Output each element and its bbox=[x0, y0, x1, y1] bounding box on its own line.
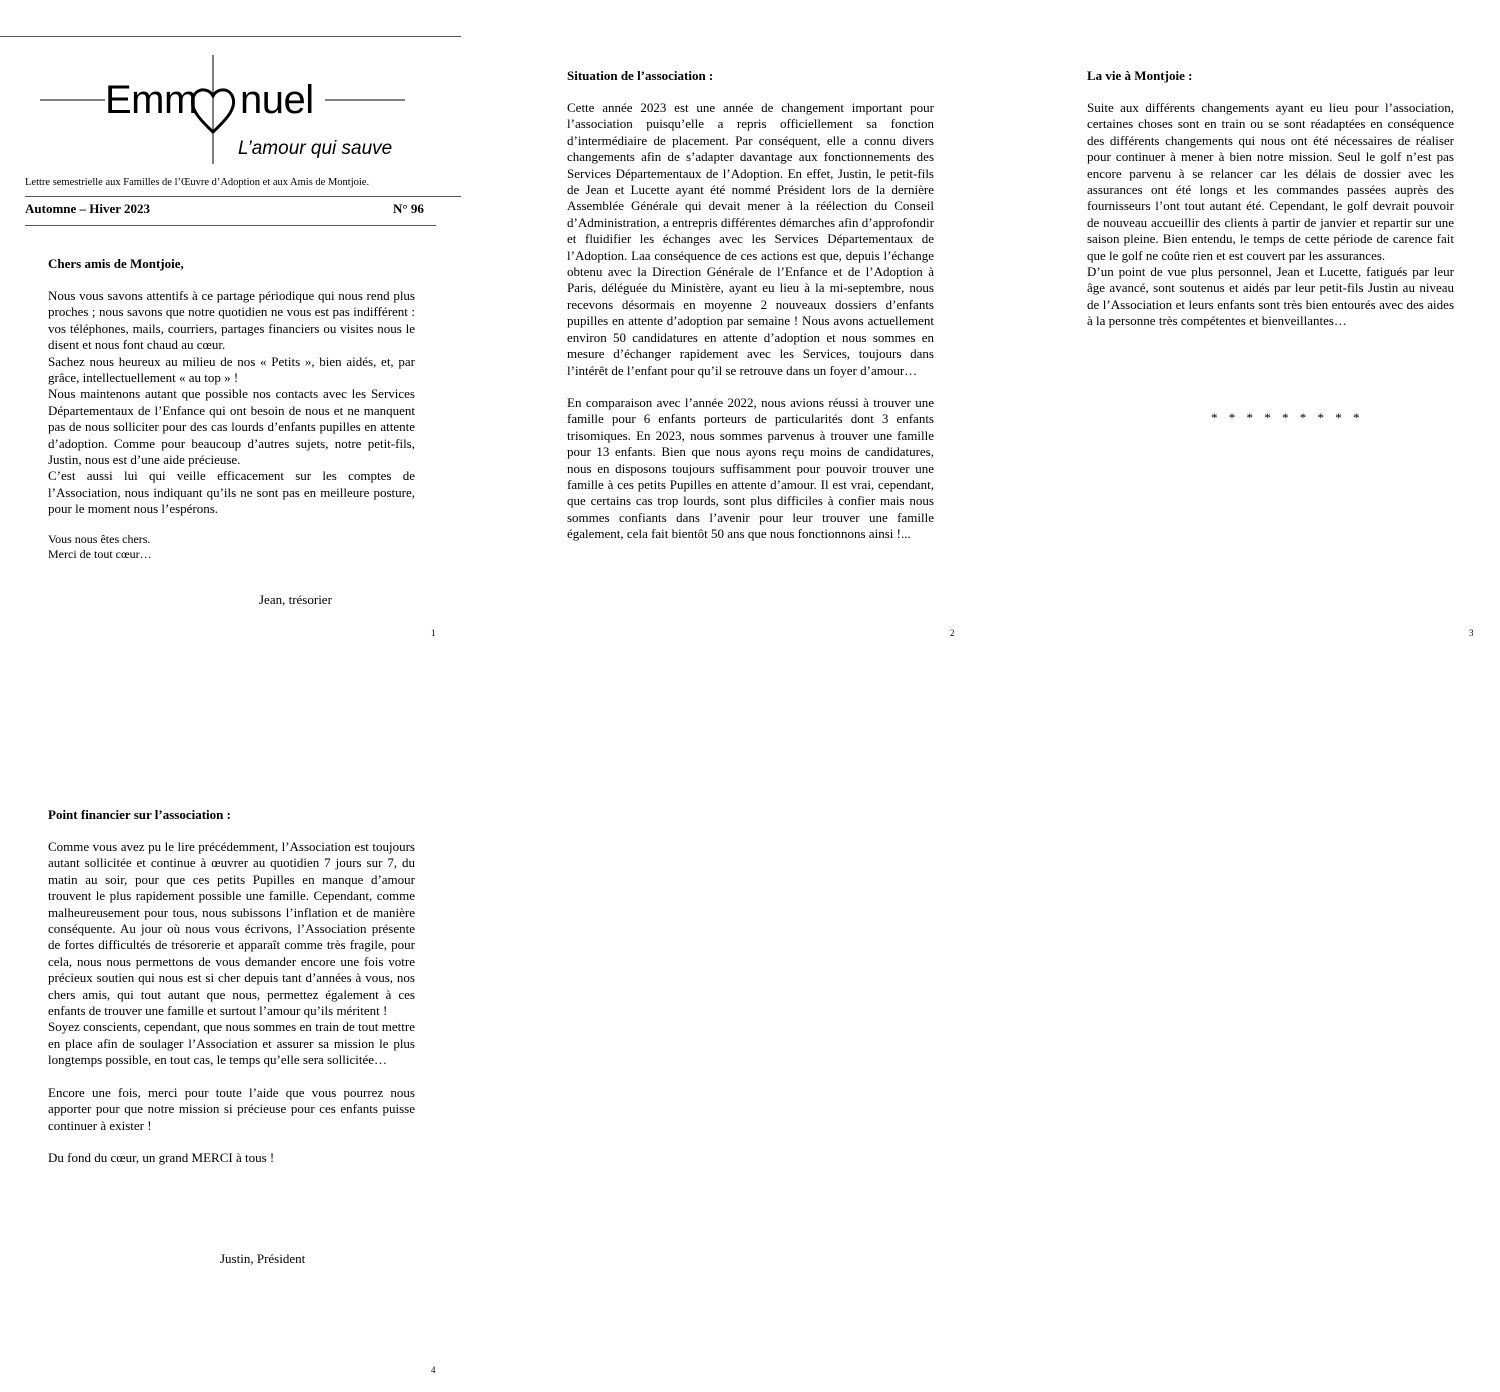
section-separator: * * * * * * * * * bbox=[1211, 410, 1364, 425]
svg-text:nuel: nuel bbox=[240, 78, 314, 122]
page-number: 2 bbox=[950, 628, 955, 638]
paragraph: Suite aux différents changements ayant eu lieu pour l’association, certaines choses sont en train ou se sont réadaptées en conséquence des différents changements qui nous ont été nécessaires de réaliser pour continuer à mener à bien notre mission. Seul le golf n’est pas encore parvenu à se relancer car les délais de dossier avec les assurances ont été longs et les commandes passées auprès des fournisseurs l’ont tout autant été. Cependant, le golf devrait pouvoir de nouveau accueillir des clients à partir de janvier et repartir sur une saison pleine. Bien entendu, le temps de cette période de carence fait que le golf ne coûte rien et est couvert par les assurances. bbox=[1087, 100, 1454, 263]
paragraph: Cette année 2023 est une année de changement important pour l’association puisqu’elle a repris officiellement sa fonction d’intermédiaire de placement. Par conséquent, elle a connu divers changements afin de s’adapter davantage aux fonctionnements des Services Départementaux de l’Adoption. En effet, Justin, le petit-fils de Jean et Lucette ayant été nommé Président lors de la dernière Assemblée Générale qui devait mener à la réélection du Conseil d’Administration, a entrepris différentes démarches afin d’approfondir et fluidifier les échanges avec les Services Départementaux de l’Adoption. Laa conséquence de ces actions est que, depuis l’échange obtenu avec la Direction Générale de l’Enfance et de l’Adoption à Paris, déléguée du Ministère, ayant eu lieu à la mi-septembre, nous recevons désormais en moyenne 2 nouveaux dossiers d’enfants pupilles en attente d’adoption par semaine ! Nous avons actuellement environ 50 candidatures en attente d’adoption et nous sommes en mesure d’échanger rapidement avec les Services, toujours dans l’intérêt de l’enfant pour qu’il se retrouve dans un foyer d’amour… bbox=[567, 100, 934, 378]
page-number: 4 bbox=[431, 1365, 436, 1375]
paragraph: Comme vous avez pu le lire précédemment, l’Association est toujours autant sollicitée et continue à œuvrer au quotidien 7 jours sur 7, du matin au soir, pour que ces petits Pupilles en manque d’amour trouvent le plus rapidement possible une famille. Cependant, comme malheureusement pour tous, nous subissons l’inflation et de manière conséquente. Au jour où nous vous écrivons, l’Association présente de fortes difficultés de trésorerie et apparaît comme très fragile, pour cela, nous nous permettons de vous demander encore une fois votre précieux soutien qui nous est si cher depuis tant d’années à vous, nos chers amis, qui tout autant que nous, permettez également à ces enfants de trouver une famille et surtout l’amour qu’ils méritent ! bbox=[48, 839, 415, 1019]
paragraph: Nous maintenons autant que possible nos contacts avec les Services Départementaux de l’Enfance qui ont besoin de nous et ne manquent pas de nous solliciter pour des cas lourds d’enfants pupilles en attente d’adoption. Comme pour beaucoup d’autres sujets, notre petit-fils, Justin, nous est d’une aide précieuse. bbox=[48, 386, 415, 468]
divider bbox=[25, 225, 436, 226]
page-3-montjoie bbox=[1087, 68, 1454, 330]
edition-label: Automne – Hiver 2023 bbox=[25, 201, 151, 216]
masthead-top-rule bbox=[0, 36, 461, 37]
signature: Jean, trésorier bbox=[259, 592, 332, 607]
page-2-situation bbox=[567, 68, 934, 543]
issue-number: N° 96 bbox=[393, 201, 424, 216]
signature: Justin, Président bbox=[220, 1251, 306, 1266]
paragraph: D’un point de vue plus personnel, Jean et Lucette, fatigués par leur âge avancé, sont soutenus et aidés par leur petit-fils Justin au niveau de l’Association et leurs enfants sont très bien entourés avec des aides à la personne très compétentes et bienveillantes… bbox=[1087, 264, 1454, 329]
paragraph: Sachez nous heureux au milieu de nos « Petits », bien aidés, et, par grâce, intellectuellement « au top » ! bbox=[48, 353, 415, 386]
newsletter-subtitle: Lettre semestrielle aux Familles de l’Œuvre d’Adoption et aux Amis de Montjoie. bbox=[25, 177, 370, 188]
svg-text:Emm: Emm bbox=[105, 78, 197, 122]
page-4-financial bbox=[48, 807, 415, 1166]
paragraph: Du fond du cœur, un grand MERCI à tous ! bbox=[48, 1149, 275, 1165]
paragraph: Soyez conscients, cependant, que nous sommes en train de tout mettre en place afin de soulager l’Association et assurer sa mission le plus longtemps possible, en tout cas, le temps qu’elle sera sollicitée… bbox=[48, 1019, 415, 1068]
paragraph: En comparaison avec l’année 2022, nous avions réussi à trouver une famille pour 6 enfants porteurs de particularités dont 3 enfants trisomiques. En 2023, nous sommes parvenus à trouver une famille pour 13 enfants. Bien que nous ayons reçu moins de candidatures, nous en disposons toujours suffisamment pour pouvoir trouver une famille à ces petits Pupilles en attente d’amour. Il est vrai, cependant, que certains cas trop lourds, sont plus difficiles à confier mais nous sommes confiants dans l’avenir pour leur trouver une famille également, cela fait bientôt 50 ans que nous fonctionnons ainsi !... bbox=[567, 394, 934, 542]
section-heading: La vie à Montjoie : bbox=[1087, 68, 1193, 83]
closing-line: Merci de tout cœur… bbox=[48, 547, 152, 562]
paragraph: C’est aussi lui qui veille efficacement sur les comptes de l’Association, nous indiquant qu’ils ne sont pas en meilleure posture, pour le moment nous l’espérons. bbox=[48, 468, 415, 517]
tagline: L’amour qui sauve bbox=[238, 138, 393, 159]
page-1-letter bbox=[48, 256, 415, 563]
page-number: 1 bbox=[431, 628, 436, 638]
paragraph: Nous vous savons attentifs à ce partage périodique qui nous rend plus proches ; nous savons que notre quotidien ne vous est pas indifférent : vos téléphones, mails, courriers, partages financiers ou visites nous le disent et nous font chaud au cœur. bbox=[48, 288, 415, 353]
section-heading: Point financier sur l’association : bbox=[48, 807, 231, 822]
page-number: 3 bbox=[1469, 628, 1474, 638]
section-heading: Situation de l’association : bbox=[567, 68, 714, 83]
divider bbox=[25, 196, 461, 197]
paragraph: Encore une fois, merci pour toute l’aide que vous pourrez nous apporter pour que notre mission si précieuse pour ces enfants puisse continuer à exister ! bbox=[48, 1084, 415, 1133]
closing-line: Vous nous êtes chers. bbox=[48, 531, 151, 546]
letter-greeting: Chers amis de Montjoie, bbox=[48, 256, 184, 271]
